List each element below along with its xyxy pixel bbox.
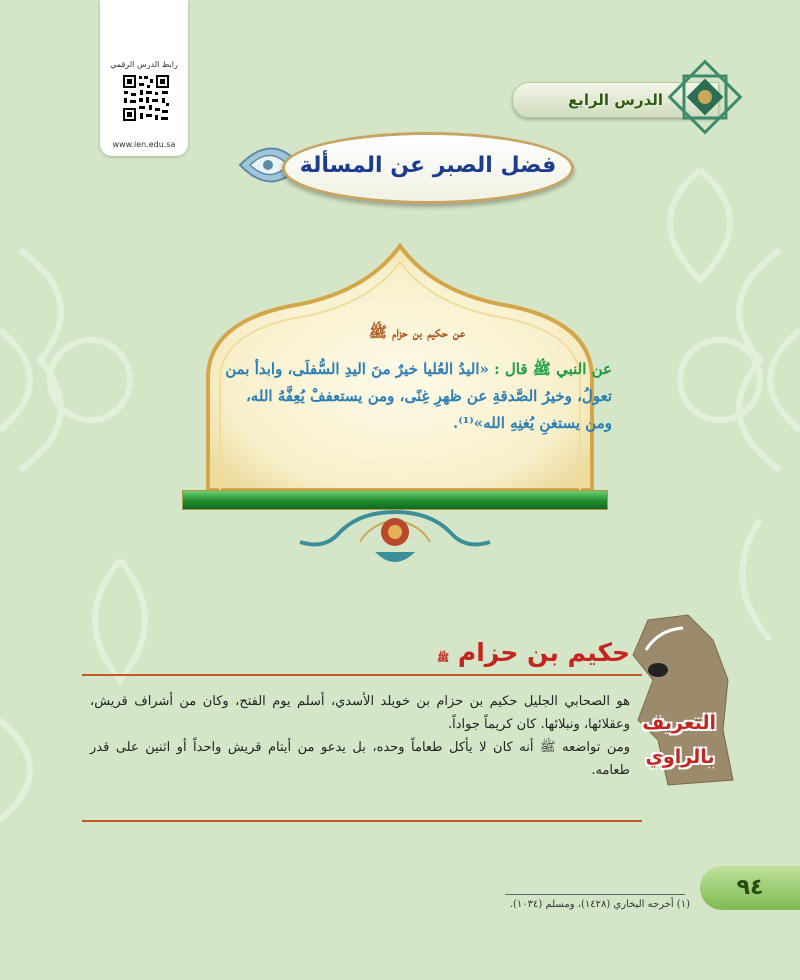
footnote: (١) أخرجه البخاري (١٤٢٨)، ومسلم (١٠٣٤). [509,899,690,910]
narrator-heading [430,638,630,667]
bottom-ornament-icon [270,502,520,572]
hadith-narrator: عن حكيم بن حزام ﷺ [368,323,466,341]
narrator-side-tab [644,706,716,796]
page-number: ٩٤ [700,866,800,910]
qr-card[interactable] [100,0,188,156]
narrator-paragraph-2: ومن تواضعه ﷺ أنه كان لا يأكل طعاماً وحده، بل يدعو من أيتام قريش واحداً أو اثنين على قدر طعامه. [90,740,630,778]
hadith-text [222,356,612,437]
narrator-name: حكيم بن حزام [457,638,630,667]
side-tab-line2: بالراوي [645,746,715,768]
qr-url[interactable]: www.ien.edu.sa [112,140,176,149]
qr-label: رابط الدرس الرقمي [110,60,178,69]
footnote-divider [505,894,685,895]
lesson-label: الدرس الرابع [512,82,719,118]
qr-code-icon[interactable] [122,74,170,122]
narrator-text [90,690,630,782]
hadith-quote: «اليدُ العُليا خيرٌ منَ اليدِ السُّفلَى، وابدأ بمن تعولُ، وخيرُ الصَّدقةِ عن ظهرِ غِنًى، ومن يستعففْ يُعِفَّهُ الله، ومن يستغنِ يُغنِهِ الله»⁽¹⁾. [225,360,612,432]
hadith-intro: عن النبي ﷺ قال : [494,360,612,378]
lesson-title: فضل الصبر عن المسألة [282,132,574,204]
narrator-honorific: ﷺ [437,653,450,664]
side-tab-line1: التعريف [642,712,716,734]
narrator-paragraph-1: هو الصحابي الجليل حكيم بن حزام بن خويلد الأسدي، أسلم يوم الفتح، وكان من أشراف قريش، وعقلائها، ونبلائها. كان كريماً جواداً. [90,694,630,732]
lesson-ornament-icon [660,52,750,142]
